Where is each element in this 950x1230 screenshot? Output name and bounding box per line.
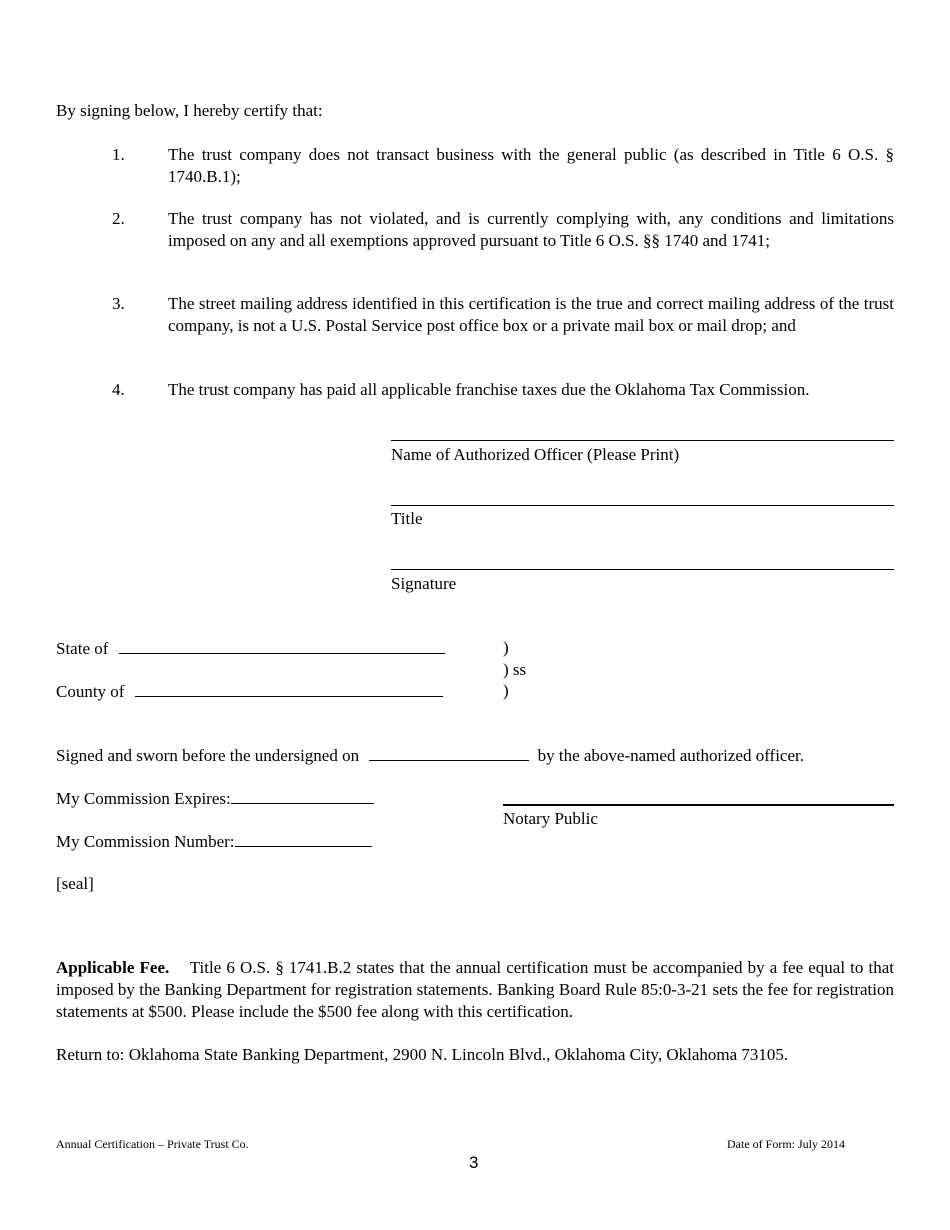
county-label: County of [56, 682, 125, 701]
footer-left: Annual Certification – Private Trust Co. [56, 1137, 249, 1151]
item-number: 3. [112, 294, 125, 313]
fee-text: Title 6 O.S. § 1741.B.2 states that the annual certification must be accompanied by a fee equal to that imposed by the Banking Department for registration statements. Banking Board Rule 85:0-3-21 sets the fee for registration statements at $500. Please include the $500 fee along with this certification. [56, 958, 894, 1021]
sworn-date-field[interactable] [369, 744, 529, 761]
item-text: The street mailing address identified in this certification is the true and correct mailing address of the trust company, is not a U.S. Postal Service post office box or a private mail box or mail drop; and [168, 294, 894, 335]
signature-label: Signature [391, 574, 457, 593]
sworn-prefix: Signed and sworn before the undersigned on [56, 746, 360, 765]
return-address: Return to: Oklahoma State Banking Department, 2900 N. Lincoln Blvd., Oklahoma City, Oklahoma 73105. [56, 1045, 789, 1064]
item-text: The trust company does not transact business with the general public (as described in Title 6 O.S. § 1740.B.1); [168, 145, 894, 186]
state-row [56, 637, 445, 660]
sworn-suffix: by the above-named authorized officer. [537, 746, 804, 765]
seal-placeholder: [seal] [56, 874, 94, 893]
commission-expires-label: My Commission Expires: [56, 789, 231, 808]
commission-number-label: My Commission Number: [56, 832, 235, 851]
footer-right: Date of Form: July 2014 [727, 1137, 845, 1151]
item-number: 2. [112, 209, 125, 228]
officer-name-line[interactable] [391, 440, 894, 441]
sworn-statement [56, 744, 804, 767]
signature-line[interactable] [391, 569, 894, 570]
state-label: State of [56, 639, 109, 658]
commission-number-field[interactable] [235, 830, 372, 847]
bracket-bottom: ) [503, 681, 509, 700]
intro-statement: By signing below, I hereby certify that: [56, 101, 323, 120]
commission-number-row [56, 830, 372, 853]
state-field[interactable] [119, 637, 445, 654]
county-field[interactable] [135, 680, 443, 697]
applicable-fee-paragraph [56, 957, 894, 1023]
bracket-top: ) [503, 638, 509, 657]
fee-heading: Applicable Fee. [56, 958, 170, 977]
notary-public-label: Notary Public [503, 809, 598, 828]
notary-signature-line[interactable] [503, 804, 894, 806]
commission-expires-field[interactable] [231, 787, 374, 804]
officer-title-line[interactable] [391, 505, 894, 506]
bracket-ss: ) ss [503, 660, 527, 679]
item-number: 4. [112, 380, 125, 399]
commission-expires-row [56, 787, 374, 810]
item-text: The trust company has paid all applicable franchise taxes due the Oklahoma Tax Commission. [168, 380, 810, 399]
officer-title-label: Title [391, 509, 423, 528]
officer-name-label: Name of Authorized Officer (Please Print) [391, 445, 680, 464]
item-number: 1. [112, 145, 125, 164]
page-number: 3 [469, 1153, 479, 1172]
county-row [56, 680, 443, 703]
item-text: The trust company has not violated, and is currently complying with, any conditions and limitations imposed on any and all exemptions approved pursuant to Title 6 O.S. §§ 1740 and 1741; [168, 209, 894, 250]
